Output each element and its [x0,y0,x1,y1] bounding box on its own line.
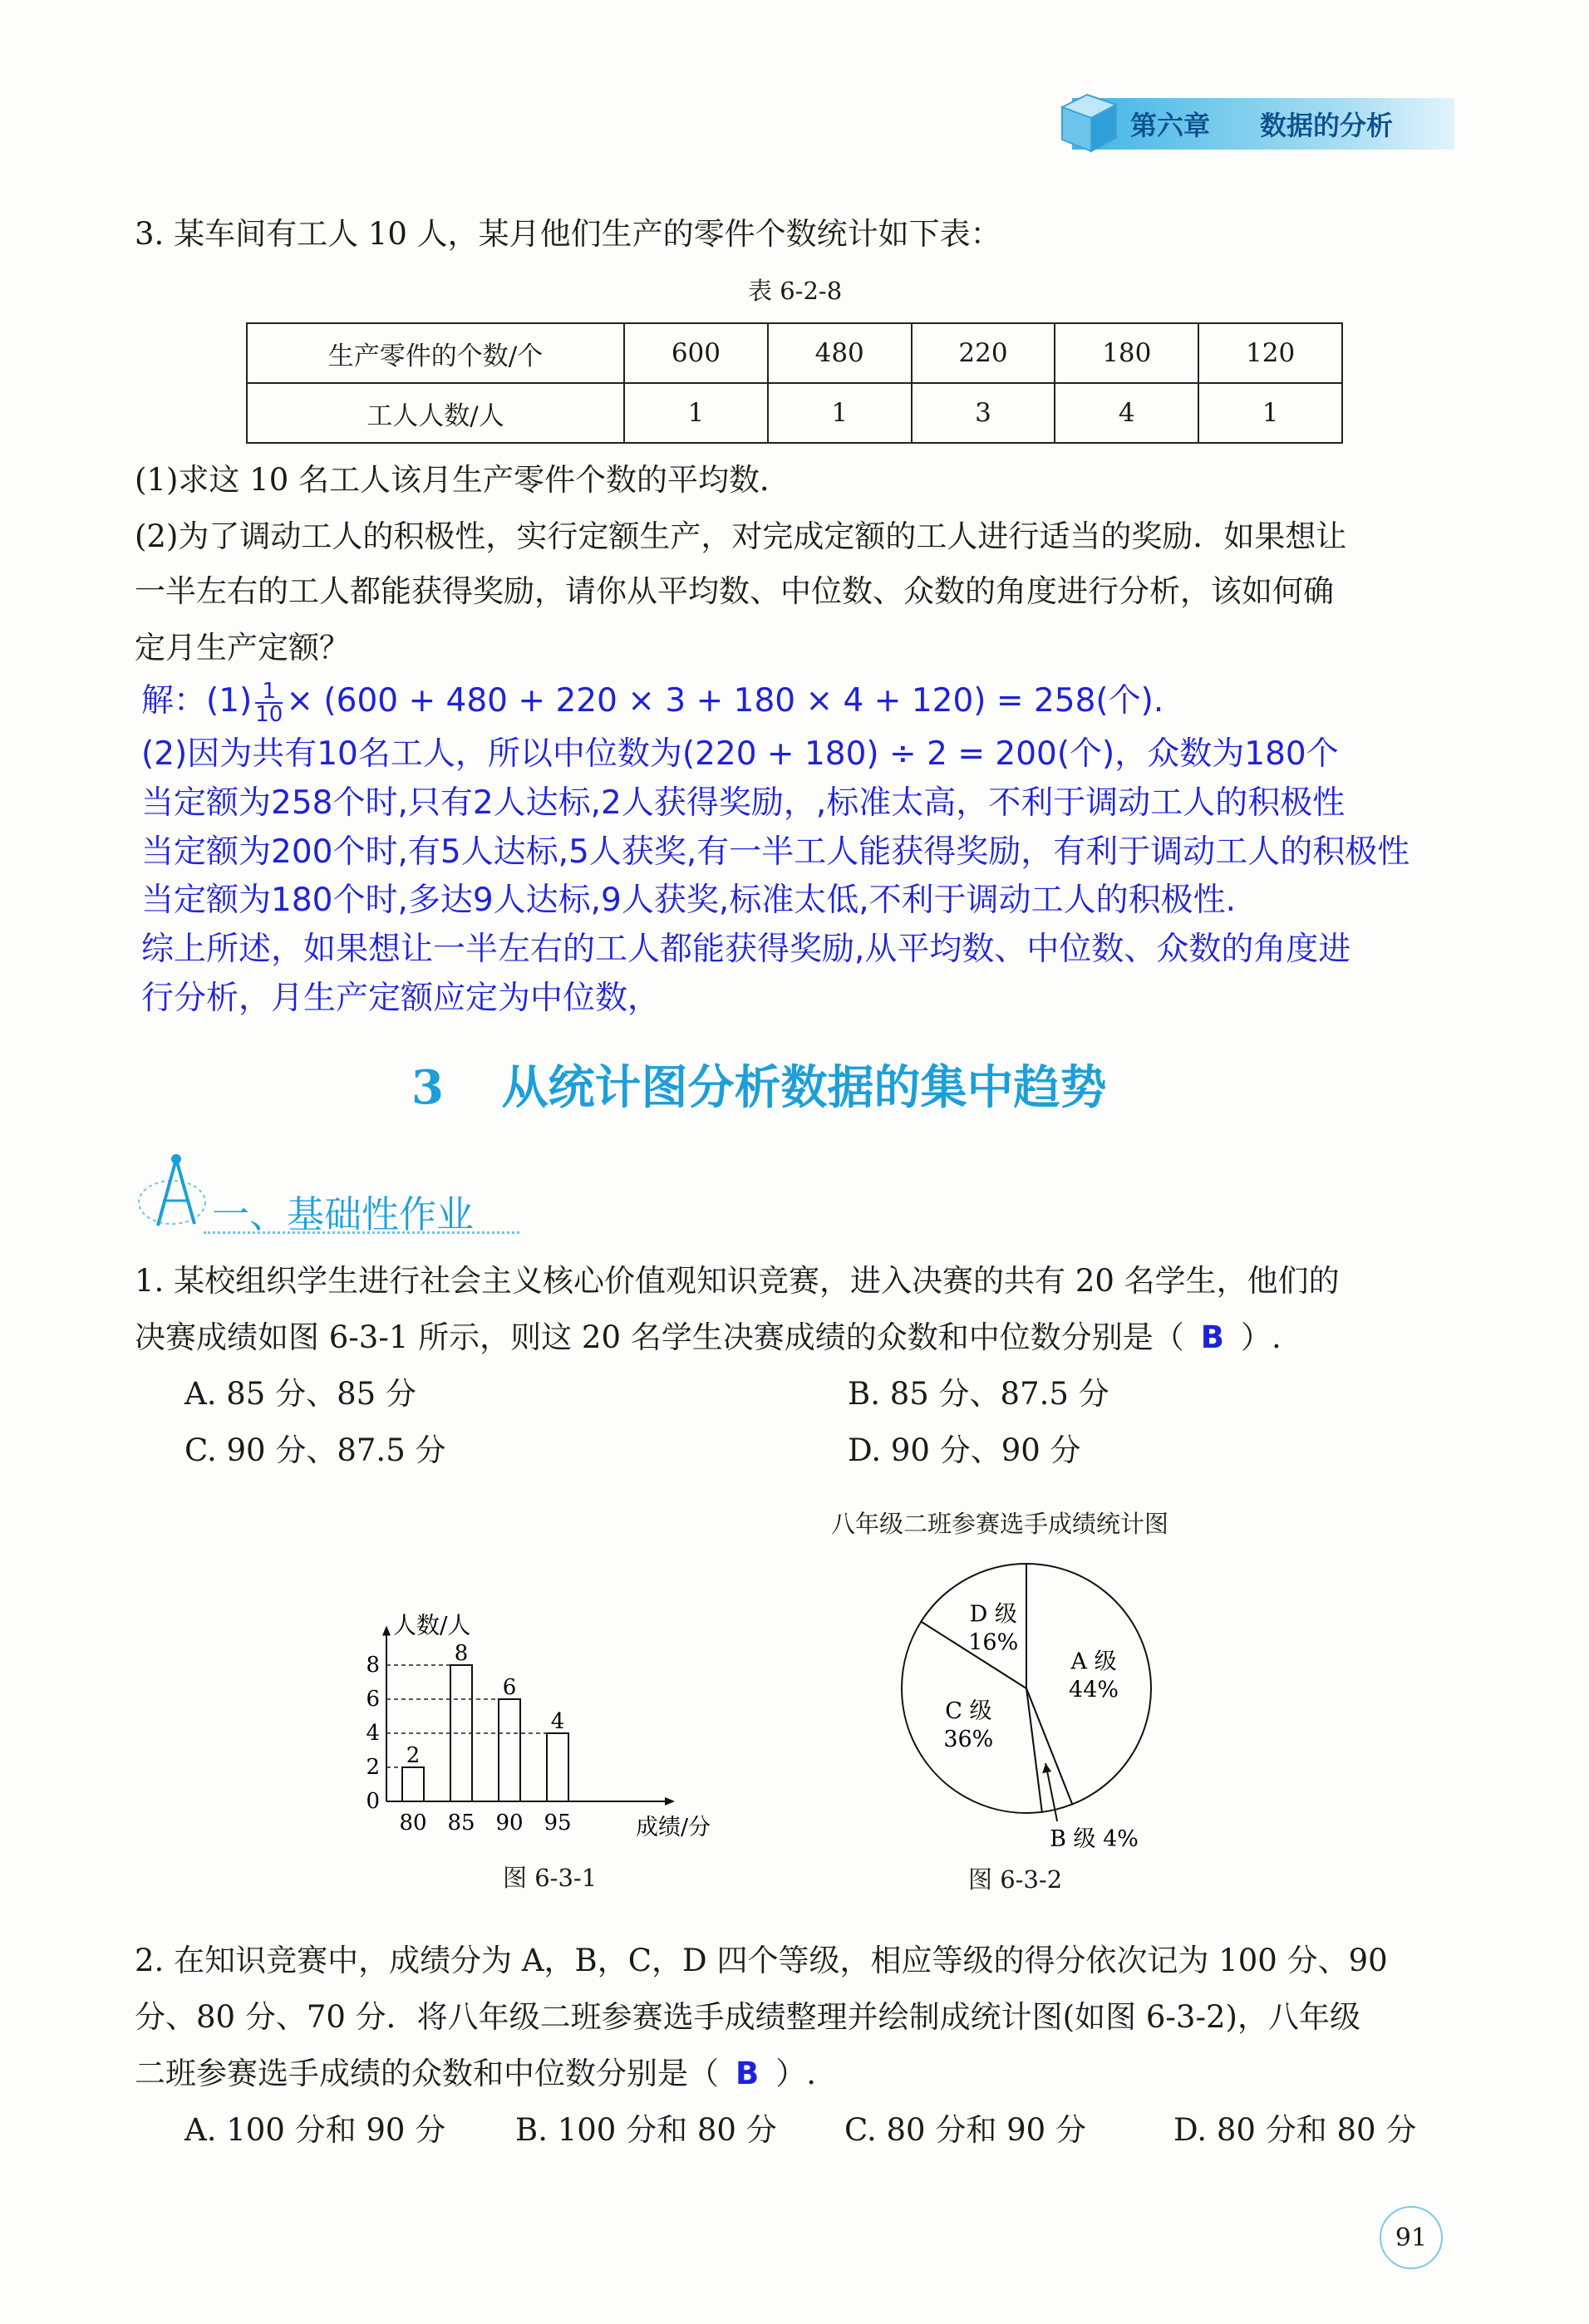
q3-answer-line7: 行分析，月生产定额应定为中位数， [141,980,661,1017]
y-tick-label: 8 [366,1653,380,1678]
y-tick-label: 4 [366,1721,380,1746]
table-row [247,323,1342,383]
slice-label: C 级 [945,1698,992,1725]
compass-icon [135,1151,209,1234]
q2-stem-line2: 分、80 分、70 分．将八年级二班参赛选手成绩整理并绘制成统计图(如图 6-3-2)，八年级 [135,1999,1360,2035]
q1-stem-line1: 1. 某校组织学生进行社会主义核心价值观知识竞赛，进入决赛的共有 20 名学生，他们的 [135,1263,1340,1299]
table-cell: 1 [624,383,768,443]
q2-option-c: C. 80 分和 90 分 [844,2112,1086,2148]
bar-data-label: 8 [454,1641,469,1666]
q3-answer-line4: 当定额为200个时,有5人达标,5人获奖,有一半工人能获得奖励，有利于调动工人的积极性 [141,833,1410,871]
q1-option-a: A. 85 分、85 分 [184,1376,416,1412]
y-tick-label: 6 [366,1687,380,1712]
slice-label: A 级 [1070,1648,1117,1675]
q3-sub2-line2: 一半左右的工人都能获得奖励，请你从平均数、中位数、众数的角度进行分析，该如何确 [135,573,1334,609]
q2-option-d: D. 80 分和 80 分 [1173,2112,1417,2148]
table-cell: 480 [768,323,912,383]
section-title-text: 从统计图分析数据的集中趋势 [501,1060,1107,1115]
q3-answer-line5: 当定额为180个时,多达9人达标,9人获奖,标准太低,不利于调动工人的积极性. [141,882,1237,919]
table-row [247,383,1342,443]
q1-stem-post: ）. [1240,1319,1282,1355]
q2-answer: B [735,2056,760,2091]
q1-answer: B [1200,1319,1224,1355]
slice-percent: 44% [1069,1677,1119,1703]
q2-stem-line3 [135,2056,816,2092]
answer-prefix: 解：(1) [141,682,253,720]
q3-stem: 3. 某车间有工人 10 人，某月他们生产的零件个数统计如下表： [135,216,1001,252]
x-tick-label: 95 [544,1811,572,1835]
pie-title: 八年级二班参赛选手成绩统计图 [831,1510,1169,1538]
slice-callout-label: B 级 4% [1050,1826,1139,1852]
q3-answer-line1 [141,675,1163,725]
task-title: 一、基础性作业 [212,1192,475,1236]
x-tick-label: 80 [399,1811,427,1835]
q1-stem-pre: 决赛成绩如图 6-3-1 所示，则这 20 名学生决赛成绩的众数和中位数分别是（ [135,1319,1184,1355]
table-cell: 4 [1055,383,1198,443]
fraction-denominator: 10 [255,701,283,727]
task-underline [204,1231,519,1234]
chapter-topic: 数据的分析 [1260,110,1394,141]
y-axis-label: 人数/人 [393,1611,471,1639]
chapter-label: 第六章 [1130,110,1211,141]
bar [402,1767,424,1801]
table-cell: 120 [1198,323,1342,383]
section-number: 3 [411,1060,444,1115]
bar-data-label: 6 [502,1675,517,1700]
bar [547,1733,568,1801]
table-cell: 600 [624,323,768,383]
bar-chart [349,1579,748,1861]
x-tick-label: 90 [495,1811,524,1835]
x-tick-label: 85 [447,1811,475,1835]
y-tick-label: 0 [366,1789,380,1814]
y-tick-label: 2 [366,1755,380,1780]
fraction [255,680,283,725]
bar [499,1699,520,1801]
table-row-label: 生产零件的个数/个 [247,323,624,383]
q2-stem-pre: 二班参赛选手成绩的众数和中位数分别是（ [135,2056,719,2091]
fraction-numerator: 1 [255,680,283,704]
table-cell: 1 [1198,383,1342,443]
q2-stem-line1: 2. 在知识竞赛中，成绩分为 A，B，C，D 四个等级，相应等级的得分依次记为 100 分、90 [135,1943,1388,1978]
x-axis-label: 成绩/分 [636,1815,711,1840]
chapter-badge [1072,98,1454,150]
cube-icon [1054,86,1120,153]
table-cell: 220 [912,323,1055,383]
bar-data-label: 2 [406,1743,421,1768]
q3-answer-line6: 综上所述，如果想让一半左右的工人都能获得奖励,从平均数、中位数、众数的角度进 [141,931,1351,968]
q2-option-a: A. 100 分和 90 分 [184,2112,446,2148]
q3-answer-line2: (2)因为共有10名工人，所以中位数为(220 + 180) ÷ 2 = 200(个)，众数为180个 [141,735,1339,773]
bar-data-label: 4 [550,1709,565,1734]
figure2-caption: 图 6-3-2 [968,1865,1063,1894]
table-cell: 3 [912,383,1055,443]
q3-sub2-line3: 定月生产定额？ [135,630,350,666]
q2-option-b: B. 100 分和 80 分 [515,2112,777,2148]
x-axis-arrow [665,1797,675,1806]
q1-option-c: C. 90 分、87.5 分 [184,1432,446,1468]
y-axis-arrow [382,1626,391,1636]
q3-answer-line3: 当定额为258个时,只有2人达标,2人获得奖励，,标准太高，不利于调动工人的积极性 [141,784,1345,822]
slice-percent: 36% [943,1727,994,1753]
slice-label: D 级 [969,1601,1017,1628]
figure1-caption: 图 6-3-1 [503,1864,598,1892]
q1-stem-line2 [135,1319,1282,1356]
q3-sub2-line1: (2)为了调动工人的积极性，实行定额生产，对完成定额的工人进行适当的奖励．如果想让 [135,518,1347,554]
table-cell: 180 [1055,323,1198,383]
q1-option-d: D. 90 分、90 分 [848,1432,1081,1468]
page-number: 91 [1380,2206,1443,2269]
table-cell: 1 [768,383,912,443]
table-row-label: 工人人数/人 [247,383,624,443]
parts-table [246,322,1343,444]
q1-option-b: B. 85 分、87.5 分 [848,1376,1109,1412]
q3-sub1: (1)求这 10 名工人该月生产零件个数的平均数． [135,462,791,498]
pie-chart [881,1545,1197,1853]
table-caption: 表 6-2-8 [748,277,843,305]
section-title [411,1051,1106,1118]
q2-stem-post: ）. [775,2056,816,2091]
answer-rest: × (600 + 480 + 220 × 3 + 180 × 4 + 120) = 258(个). [286,682,1164,720]
slice-percent: 16% [968,1629,1019,1656]
